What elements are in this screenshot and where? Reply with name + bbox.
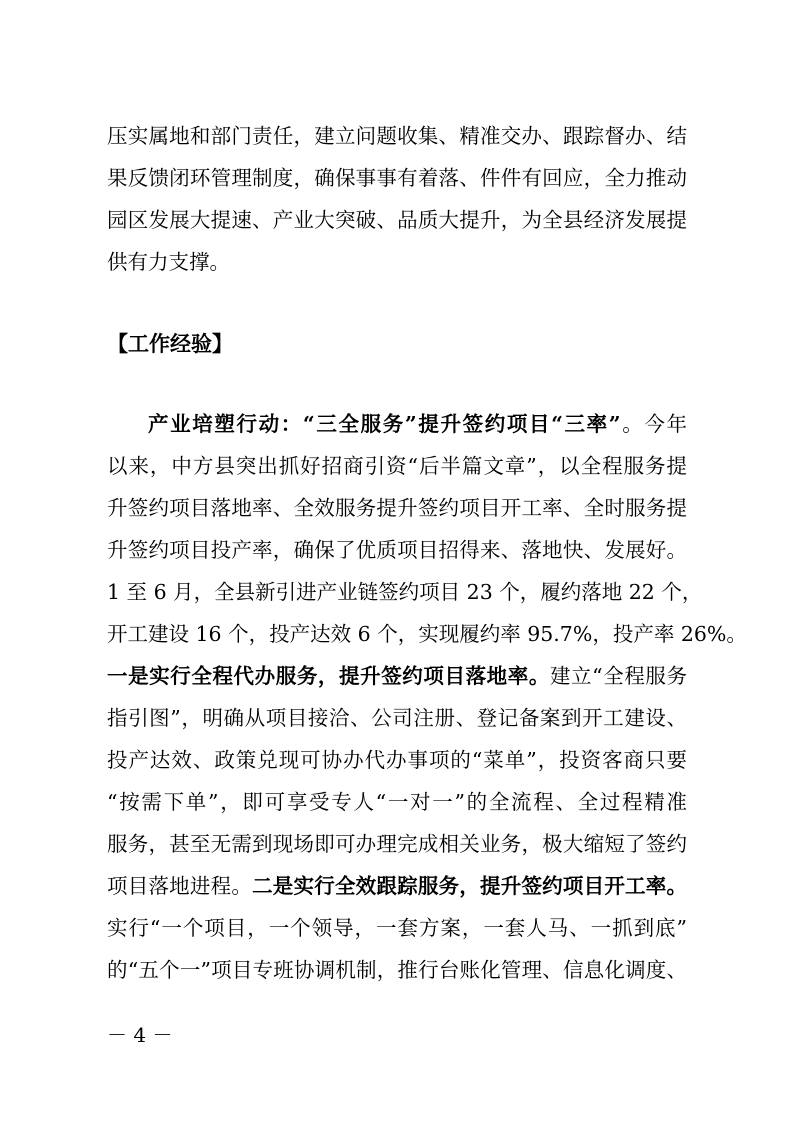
body-text-fragment: 建立“全程服务 — [549, 664, 688, 688]
body-text-line: 服务，甚至无需到现场即可办理完成相关业务，极大缩短了签约 — [107, 832, 687, 856]
point-one-heading: 一是实行全程代办服务，提升签约项目落地率。 — [107, 664, 550, 688]
body-text-line: 供有力支撑。 — [107, 250, 230, 274]
body-text-line — [107, 872, 687, 900]
body-text-line: 指引图”，明确从项目接洽、公司注册、登记备案到开工建设、 — [107, 706, 687, 730]
body-text-fragment: 。今年 — [620, 412, 687, 436]
body-text-line — [148, 410, 687, 438]
body-text-line: 实行“一个项目，一个领导，一套方案，一套人马、一抓到底” — [107, 916, 687, 940]
section-heading: 【工作经验】 — [107, 331, 233, 356]
body-text-line: 以来，中方县突出抓好招商引资“后半篇文章”，以全程服务提 — [107, 454, 687, 478]
body-text-line: 果反馈闭环管理制度，确保事事有着落、件件有回应，全力推动 — [107, 166, 687, 190]
body-text-line: 开工建设 16 个，投产达效 6 个，实现履约率 95.7%，投产率 26%。 — [107, 622, 747, 646]
body-text-line: 园区发展大提速、产业大突破、品质大提升，为全县经济发展提 — [107, 208, 687, 232]
body-text-line: 升签约项目投产率，确保了优质项目招得来、落地快、发展好。 — [107, 538, 687, 562]
body-text-line: 的“五个一”项目专班协调机制，推行台账化管理、信息化调度、 — [107, 958, 687, 982]
lead-sentence: 产业培塑行动：“三全服务”提升签约项目“三率” — [148, 412, 621, 436]
body-text-line: 1 至 6 月，全县新引进产业链签约项目 23 个，履约落地 22 个， — [107, 580, 703, 604]
point-two-heading: 二是实行全效跟踪服务，提升签约项目开工率。 — [252, 874, 688, 898]
body-text-line — [107, 662, 687, 690]
body-text-fragment: 项目落地进程。 — [107, 874, 253, 898]
body-text-line: 投产达效、政策兑现可协办代办事项的“菜单”，投资客商只要 — [107, 748, 687, 772]
body-text-line: 升签约项目落地率、全效服务提升签约项目开工率、全时服务提 — [107, 496, 687, 520]
body-text-line: 压实属地和部门责任，建立问题收集、精准交办、跟踪督办、结 — [107, 124, 687, 148]
page-number: － 4 － — [107, 1023, 173, 1047]
body-text-line: “按需下单”，即可享受专人“一对一”的全流程、全过程精准 — [107, 790, 687, 814]
